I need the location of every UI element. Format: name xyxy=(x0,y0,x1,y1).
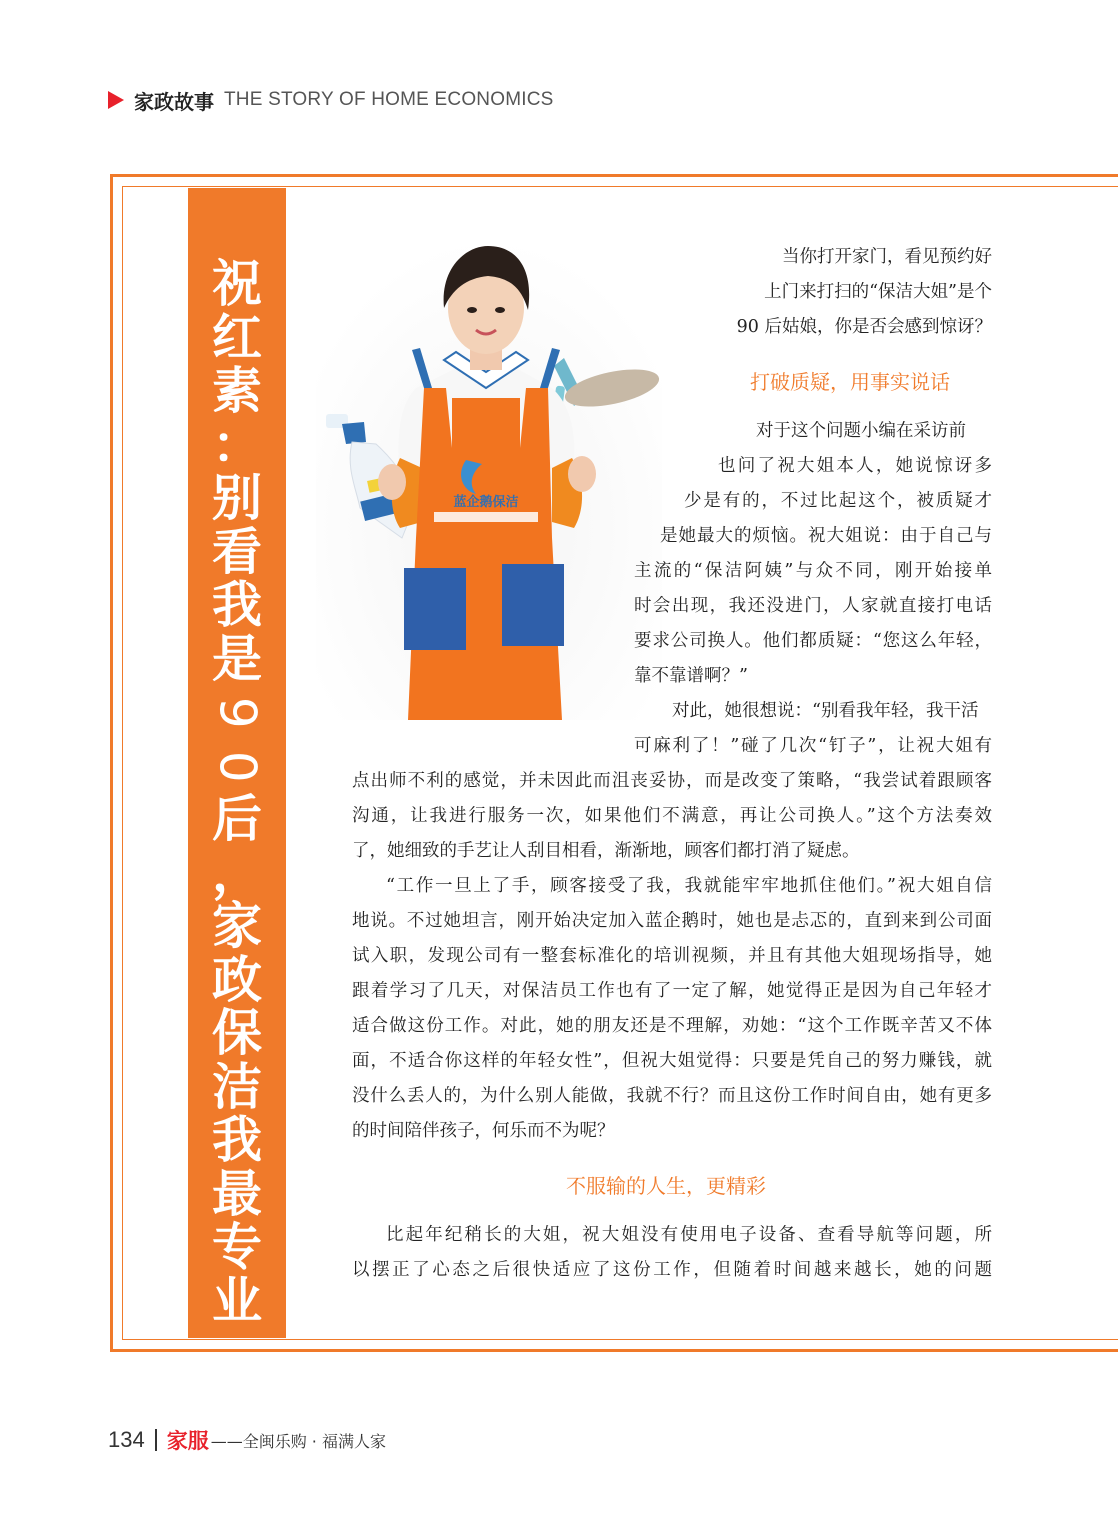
text-line: 上门来打扫的“保洁大姐”是个 xyxy=(764,282,992,302)
section-english-title: THE STORY OF HOME ECONOMICS xyxy=(224,89,554,110)
play-triangle-icon xyxy=(108,91,124,109)
page-header xyxy=(108,85,554,115)
title-char: 洁 xyxy=(212,1056,262,1116)
page-number: 134 xyxy=(108,1427,145,1452)
article-title xyxy=(188,254,286,1330)
title-char: 我 xyxy=(212,1110,262,1169)
text-line: 主流的“保洁阿姨”与众不同，刚开始接单 xyxy=(634,561,992,581)
subheading-2: 不服输的人生，更精彩 xyxy=(566,1174,766,1198)
title-char: 保 xyxy=(212,1003,262,1062)
title-char: 后 xyxy=(212,789,262,848)
text-line: 也问了祝大姐本人，她说惊讶多 xyxy=(718,456,992,476)
text-line: 点出师不利的感觉，并未因此而沮丧妥协，而是改变了策略，“我尝试着跟顾客 xyxy=(352,771,992,791)
text-line: 没什么丢人的，为什么别人能做，我就不行？而且这份工作时间自由，她有更多 xyxy=(352,1086,992,1106)
footer-divider xyxy=(155,1429,157,1451)
text-line: 沟通，让我进行服务一次，如果他们不满意，再让公司换人。”这个方法奏效 xyxy=(352,806,992,826)
title-char: 看 xyxy=(212,521,262,581)
title-char: 我 xyxy=(212,575,262,634)
text-line: 靠不靠谱啊？” xyxy=(634,666,748,686)
text-line: 对于这个问题小编在采访前 xyxy=(756,421,966,441)
text-line: 时会出现，我还没进门，人家就直接打电话 xyxy=(634,596,992,616)
vertical-title-bar xyxy=(188,188,286,1338)
text-line: “工作一旦上了手，顾客接受了我，我就能牢牢地抓住他们。”祝大姐自信 xyxy=(386,876,992,896)
title-char: 专 xyxy=(212,1217,262,1276)
title-char: ： xyxy=(212,414,262,474)
title-char: ， xyxy=(212,842,262,902)
text-line: 可麻利了！”碰了几次“钉子”，让祝大姐有 xyxy=(634,736,992,756)
title-char: 9 xyxy=(208,696,267,729)
title-char: 家 xyxy=(212,896,262,955)
text-line: 是她最大的烦恼。祝大姐说：由于自己与 xyxy=(660,526,992,546)
text-line: 90 后姑娘，你是否会感到惊讶？ xyxy=(736,317,992,337)
title-char: 0 xyxy=(208,750,267,783)
title-char: 政 xyxy=(212,949,262,1009)
title-char: 业 xyxy=(212,1270,262,1330)
text-line: 的时间陪伴孩子，何乐而不为呢？ xyxy=(352,1121,615,1141)
text-line: 比起年纪稍长的大姐，祝大姐没有使用电子设备、查看导航等问题，所 xyxy=(386,1225,992,1245)
magazine-name: 家服 xyxy=(166,1429,209,1453)
section-title: 家政故事 xyxy=(134,89,214,114)
section-1-paragraphs xyxy=(352,764,992,1149)
cleaner-photo xyxy=(316,238,662,720)
subheading-1: 打破质疑，用事实说话 xyxy=(750,370,950,394)
title-char: 是 xyxy=(212,628,262,688)
text-line: 试入职，发现公司有一整套标准化的培训视频，并且有其他大姐现场指导，她 xyxy=(352,946,992,966)
text-line: 要求公司换人。他们都质疑：“您这么年轻， xyxy=(634,631,992,651)
text-line: 了，她细致的手艺让人刮目相看，渐渐地，顾客们都打消了疑虑。 xyxy=(352,841,860,861)
title-char: 别 xyxy=(212,468,262,527)
text-line: 当你打开家门，看见预约好 xyxy=(782,247,992,267)
text-line: 适合做这份工作。对此，她的朋友还是不理解，劝她：“这个工作既辛苦又不体 xyxy=(352,1016,992,1036)
text-line: 对此，她很想说：“别看我年轻，我干活 xyxy=(672,701,979,721)
title-char: 红 xyxy=(212,307,262,367)
text-line: 少是有的，不过比起这个，被质疑才 xyxy=(684,491,992,511)
title-char: 素 xyxy=(212,361,262,420)
section-2-paragraph xyxy=(352,1218,992,1288)
svg-text:蓝企鹅保洁: 蓝企鹅保洁 xyxy=(453,495,519,510)
text-line: 面，不适合你这样的年轻女性”，但祝大姐觉得：只要是凭自己的努力赚钱，就 xyxy=(352,1051,992,1071)
title-char: 祝 xyxy=(212,254,262,313)
page-footer xyxy=(108,1424,386,1456)
title-char: 最 xyxy=(212,1163,262,1223)
text-line: 以摆正了心态之后很快适应了这份工作，但随着时间越来越长，她的问题 xyxy=(352,1260,992,1280)
magazine-slogan: ——全闽乐购 · 福满人家 xyxy=(210,1431,386,1451)
text-line: 地说。不过她坦言，刚开始决定加入蓝企鹅时，她也是忐忑的，直到来到公司面 xyxy=(352,911,992,931)
text-line: 跟着学习了几天，对保洁员工作也有了一定了解，她觉得正是因为自己年轻才 xyxy=(352,981,992,1001)
